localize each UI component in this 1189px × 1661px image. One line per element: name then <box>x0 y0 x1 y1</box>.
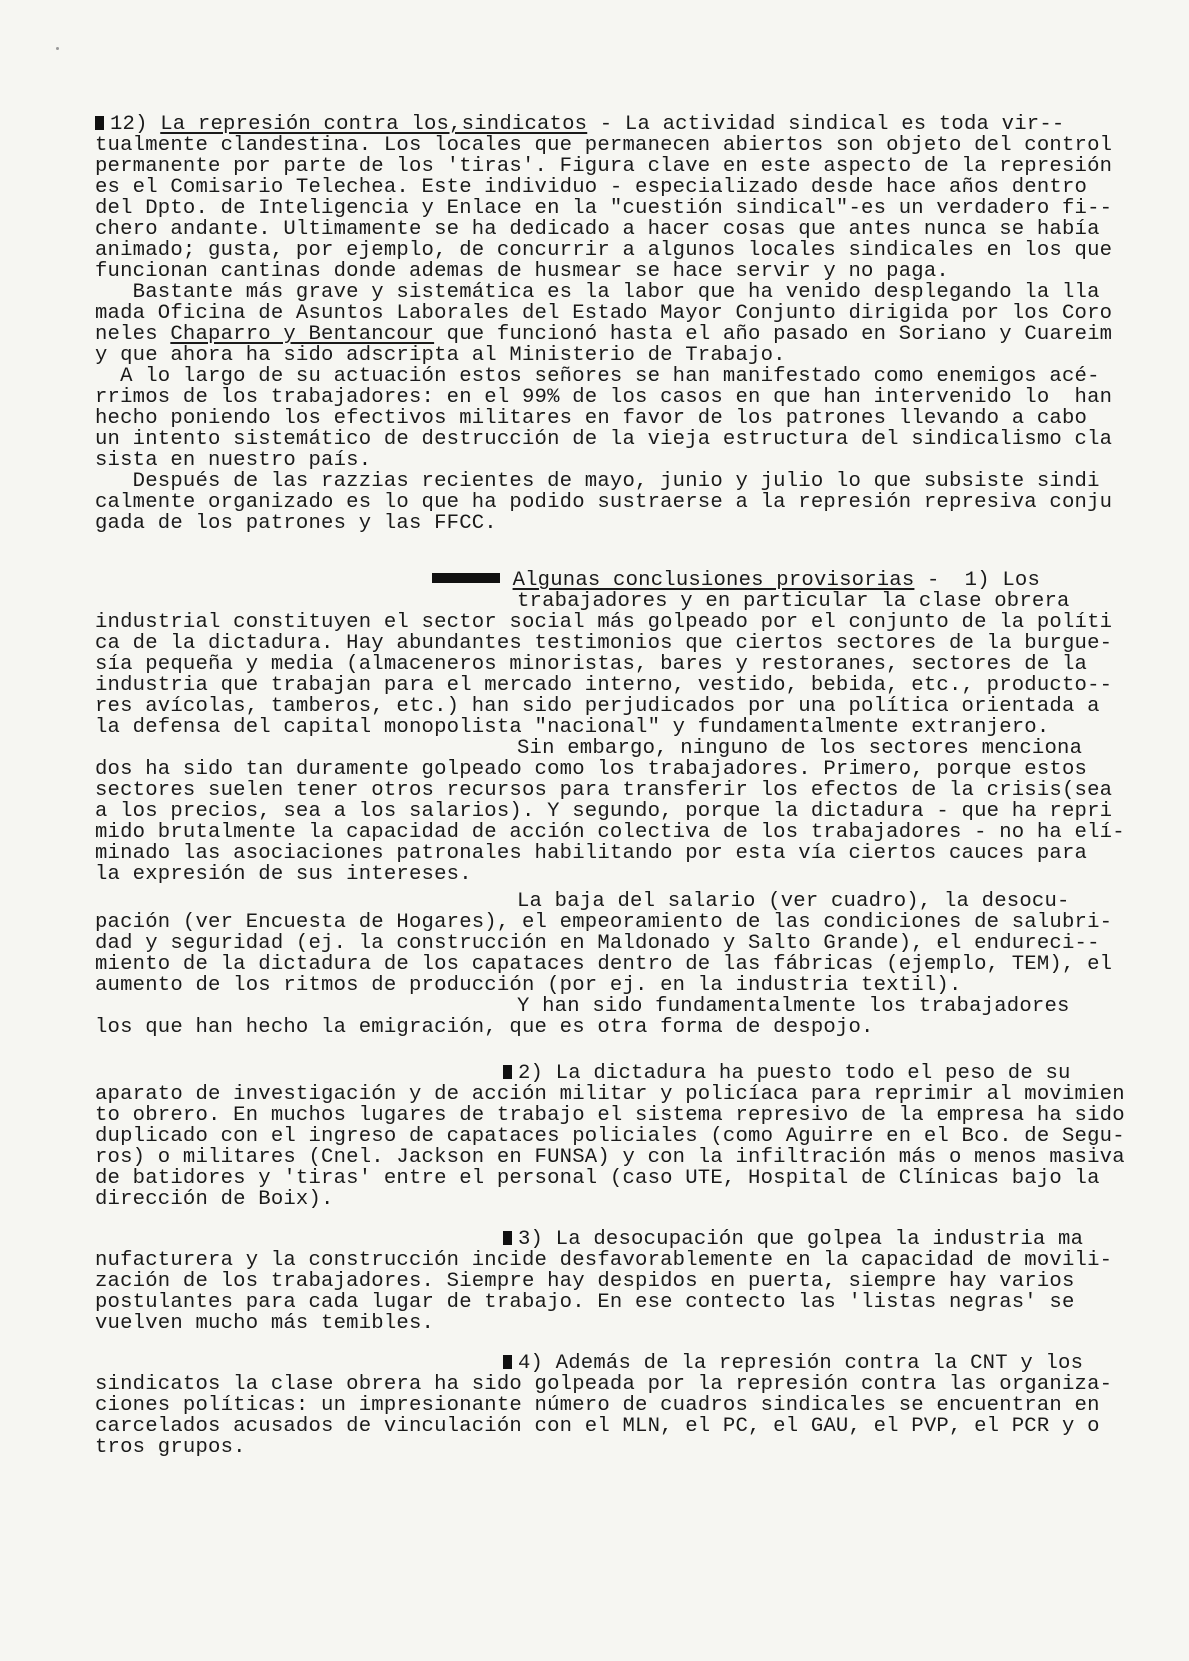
text-line: zación de los trabajadores. Siempre hay despidos en puerta, siempre hay varios <box>95 1270 1075 1293</box>
section-12-title: La represión contra los,sindicatos <box>160 113 588 136</box>
text-line: neles Chaparro y Bentancour que funcionó hasta el año pasado en Soriano y Cuareim <box>95 323 1113 346</box>
text-line: trabajadores y en particular la clase obrera <box>517 590 1070 613</box>
conclusions-title: Algunas conclusiones provisorias <box>512 569 915 592</box>
text-line: industrial constituyen el sector social más golpeado por el conjunto de la políti <box>95 611 1113 634</box>
text-line: Bastante más grave y sistemática es la labor que ha venido desplegando la lla <box>95 281 1100 304</box>
text-line: rrimos de los trabajadores: en el 99% de los casos en que han intervenido lo han <box>95 386 1113 409</box>
text-line: aparato de investigación y de acción militar y policíaca para reprimir al movimien <box>95 1083 1125 1106</box>
bullet-marker <box>95 116 104 130</box>
text-line: miento de la dictadura de los capataces dentro de las fábricas (ejemplo, TEM), el <box>95 953 1113 976</box>
paper-speck <box>56 47 59 50</box>
text-line: tualmente clandestina. Los locales que permanecen abiertos son objeto del control <box>95 134 1113 157</box>
text-line: minado las asociaciones patronales habilitando por esta vía ciertos cauces para <box>95 842 1088 865</box>
text-line: industria que trabajan para el mercado interno, vestido, bebida, etc., producto-- <box>95 674 1113 697</box>
text-line: de batidores y 'tiras' entre el personal (caso UTE, Hospital de Clínicas bajo la <box>95 1167 1100 1190</box>
text-line: ros) o militares (Cnel. Jackson en FUNSA) y con la infiltración más o menos masiva <box>95 1146 1125 1169</box>
text-line: Y han sido fundamentalmente los trabajadores <box>517 995 1070 1018</box>
point-3-heading-line: 3) La desocupación que golpea la industria ma <box>503 1229 1143 1251</box>
text-line: dos ha sido tan duramente golpeado como los trabajadores. Primero, porque estos <box>95 758 1088 781</box>
text-line: los que han hecho la emigración, que es otra forma de despojo. <box>95 1016 874 1039</box>
text-line: un intento sistemático de destrucción de la vieja estructura del sindicalismo cla <box>95 428 1113 451</box>
text-line: ciones políticas: un impresionante número de cuadros sindicales se encuentran en <box>95 1394 1100 1417</box>
text-line: vuelven mucho más temibles. <box>95 1312 435 1335</box>
bullet-marker <box>503 1065 512 1079</box>
text-line: sista en nuestro país. <box>95 449 372 472</box>
text-line: A lo largo de su actuación estos señores se han manifestado como enemigos acé- <box>95 365 1100 388</box>
bullet-marker <box>503 1231 512 1245</box>
section-12-number: 12) <box>110 113 148 136</box>
text-line: funcionan cantinas donde ademas de husmear se hace servir y no paga. <box>95 260 949 283</box>
text-line: Después de las razzias recientes de mayo, junio y julio lo que subsiste sindi <box>95 470 1100 493</box>
text-line: res avícolas, tamberos, etc.) han sido perjudicados por una política orientada a <box>95 695 1100 718</box>
text-line: a los precios, sea a los salarios). Y segundo, porque la dictadura - que ha repri <box>95 800 1113 823</box>
text-line: hecho poniendo los efectivos militares en favor de los patrones llevando a cabo <box>95 407 1088 430</box>
conclusions-heading-line: Algunas conclusiones provisorias - 1) Los <box>432 570 1132 592</box>
text-line: sindicatos la clase obrera ha sido golpeada por la represión contra las organiza- <box>95 1373 1113 1396</box>
bullet-marker <box>503 1355 512 1369</box>
text-line: pación (ver Encuesta de Hogares), el empeoramiento de las condiciones de salubri- <box>95 911 1113 934</box>
text-line: calmente organizado es lo que ha podido sustraerse a la represión represiva conju <box>95 491 1113 514</box>
text-line: dirección de Boix). <box>95 1188 334 1211</box>
point-2-heading-line: 2) La dictadura ha puesto todo el peso de su <box>503 1063 1143 1085</box>
text-line: gada de los patrones y las FFCC. <box>95 512 497 535</box>
text-line: del Dpto. de Inteligencia y Enlace en la "cuestión sindical"-es un verdadero fi-- <box>95 197 1113 220</box>
text-line: sía pequeña y media (almaceneros minoristas, bares y restoranes, sectores de la <box>95 653 1088 676</box>
text-line: dad y seguridad (ej. la construcción en Maldonado y Salto Grande), el endureci-- <box>95 932 1100 955</box>
text-line: aumento de los ritmos de producción (por ej. en la industria textil). <box>95 974 962 997</box>
text-line: mido brutalmente la capacidad de acción colectiva de los trabajadores - no ha elí- <box>95 821 1125 844</box>
text-line: nufacturera y la construcción incide desfavorablemente en la capacidad de movili- <box>95 1249 1113 1272</box>
redaction-bar <box>432 573 500 583</box>
section-12-heading-line: 12) La represión contra los,sindicatos - La actividad sindical es toda vir-- <box>95 114 1135 136</box>
underlined-names: Chaparro y Bentancour <box>170 323 435 346</box>
text-line: chero andante. Ultimamente se ha dedicado a hacer cosas que antes nunca se había <box>95 218 1100 241</box>
text-line: Sin embargo, ninguno de los sectores menciona <box>517 737 1083 760</box>
text-line: tros grupos. <box>95 1436 246 1459</box>
text-line: mada Oficina de Asuntos Laborales del Estado Mayor Conjunto dirigida por los Coro <box>95 302 1113 325</box>
text-line: duplicado con el ingreso de capataces policiales (como Aguirre en el Bco. de Segu- <box>95 1125 1125 1148</box>
text-line: to obrero. En muchos lugares de trabajo el sistema represivo de la empresa ha sido <box>95 1104 1125 1127</box>
text-line: carcelados acusados de vinculación con el MLN, el PC, el GAU, el PVP, el PCR y o <box>95 1415 1100 1438</box>
text-line: la defensa del capital monopolista "nacional" y fundamentalmente extranjero. <box>95 716 1050 739</box>
text-line: la expresión de sus intereses. <box>95 863 472 886</box>
text-line: sectores suelen tener otros recursos para transferir los efectos de la crisis(sea <box>95 779 1113 802</box>
text-line: animado; gusta, por ejemplo, de concurrir a algunos locales sindicales en los que <box>95 239 1113 262</box>
text-line: y que ahora ha sido adscripta al Ministerio de Trabajo. <box>95 344 786 367</box>
text-line: ca de la dictadura. Hay abundantes testimonios que ciertos sectores de la burgue- <box>95 632 1113 655</box>
point-4-heading-line: 4) Además de la represión contra la CNT y los <box>503 1353 1143 1375</box>
text-line: postulantes para cada lugar de trabajo. En ese contecto las 'listas negras' se <box>95 1291 1075 1314</box>
text-line: permanente por parte de los 'tiras'. Figura clave en este aspecto de la represión <box>95 155 1113 178</box>
text-line: es el Comisario Telechea. Este individuo - especializado desde hace años dentro <box>95 176 1088 199</box>
text-line: La baja del salario (ver cuadro), la desocu- <box>517 890 1070 913</box>
